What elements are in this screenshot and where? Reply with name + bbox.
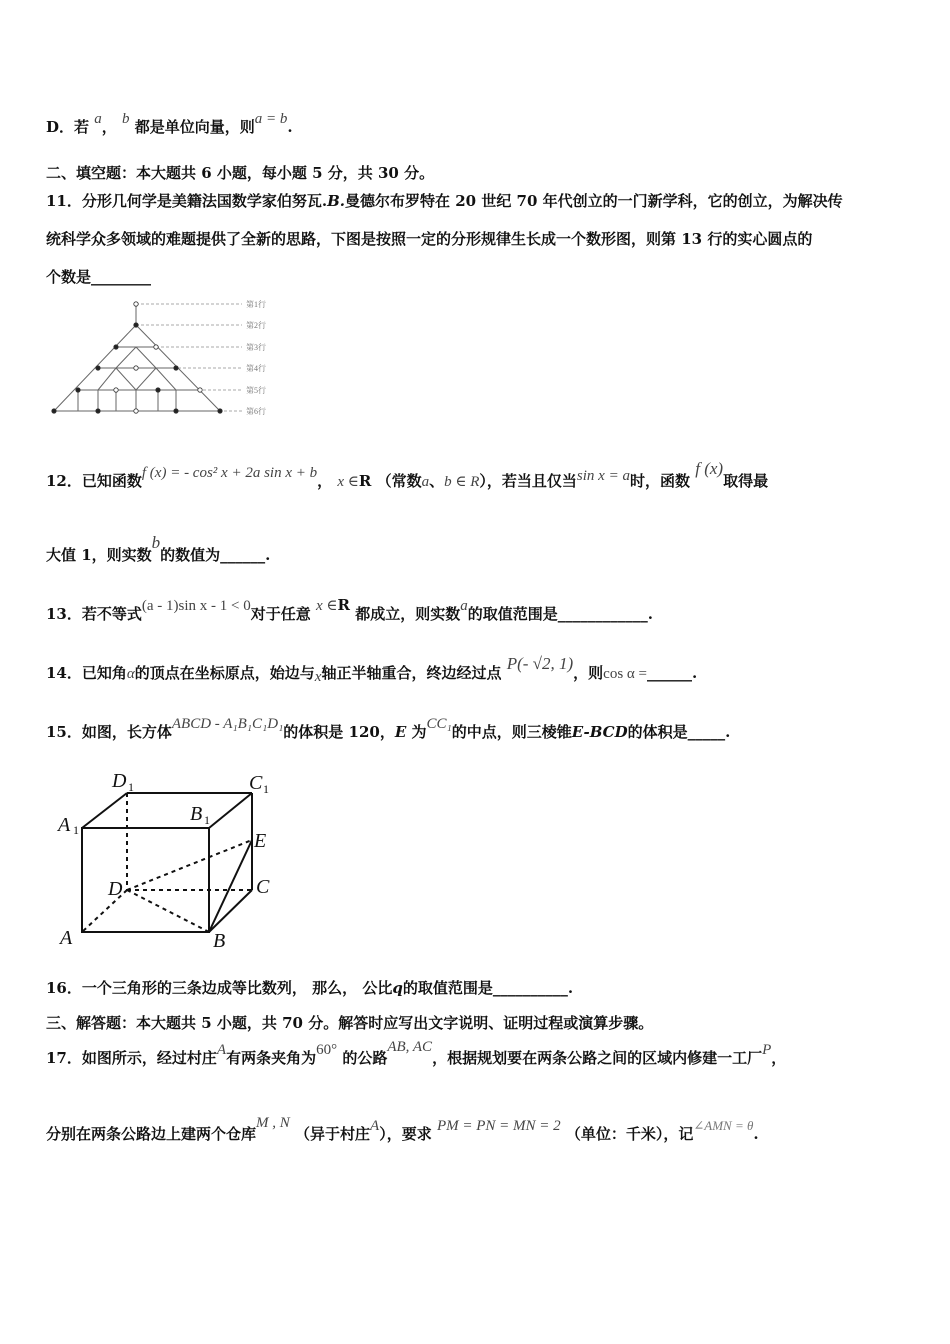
row-label: 第2行 [246,321,266,330]
row-label: 第3行 [246,343,266,352]
q14: 14．已知角α的顶点在坐标原点，始边与x轴正半轴重合，终边经过点 P(- √2, 1)，则cos α =______. [46,654,698,685]
q17-line-2: 分别在两条公路边上建两个仓库M , N （异于村庄A），要求 PM = PN = MN = 2 （单位：千米），记∠AMN = θ. [46,1115,759,1143]
label-b1: B [190,803,203,825]
q10-option-d: D．若 a， b 都是单位向量，则a = b. [46,111,293,136]
q12-line-1: 12．已知函数f (x) = - cos² x + 2a sin x + b， x ∈R （常数a、b ∈ R），若当且仅当sin x = a时，函数 f (x)取得最 [46,459,769,490]
row-label: 第1行 [246,300,266,309]
row-label: 第4行 [246,364,266,373]
q16: 16．一个三角形的三条边成等比数列， 那么， 公比q的取值范围是__________. [46,979,574,997]
q15: 15．如图，长方体ABCD - A₁B₁C₁D₁的体积是 120，E 为CC₁的中点，则三棱锥E-BCD的体积是_____. [46,716,731,741]
label-b: B [213,930,226,952]
label-sub: 1 [263,782,269,796]
cuboid-figure [50,765,290,955]
q13: 13．若不等式(a - 1)sin x - 1 < 0对于任意 x ∈R 都成立，则实数a的取值范围是____________. [46,596,653,623]
label-sub: 1 [128,780,134,794]
q11-line-1: 11．分形几何学是美籍法国数学家伯努瓦.B.曼德尔布罗特在 20 世纪 70 年代创立的一门新学科，它的创立，为解决传 [46,192,843,210]
label-d: D [108,878,123,900]
q12-line-2: 大值 1，则实数b的数值为______. [46,533,271,564]
fractal-tree-figure [46,298,286,418]
label-c1: C [249,772,263,794]
q11-line-2: 统科学众多领域的难题提供了全新的思路，下图是按照一定的分形规律生长成一个数形图，则第 13 行的实心圆点的 [46,230,813,248]
label-sub: 1 [204,813,210,827]
row-label: 第6行 [246,407,266,416]
section-heading-fill-in: 二、填空题：本大题共 6 小题，每小题 5 分，共 30 分。 [46,164,435,182]
section-heading-solutions: 三、解答题：本大题共 5 小题，共 70 分。解答时应写出文字说明、证明过程或演算步骤。 [46,1014,654,1032]
q11-line-3: 个数是________ [46,268,152,286]
label-sub: 1 [73,823,79,837]
label-a: A [60,927,73,949]
label-c: C [256,876,270,898]
q17-line-1: 17．如图所示，经过村庄A有两条夹角为60° 的公路AB, AC，根据规划要在两条公路之间的区域内修建一工厂P， [46,1039,787,1067]
label-d1: D [112,770,127,792]
label-e: E [254,830,267,852]
label-a1: A [58,814,71,836]
row-label: 第5行 [246,386,266,395]
